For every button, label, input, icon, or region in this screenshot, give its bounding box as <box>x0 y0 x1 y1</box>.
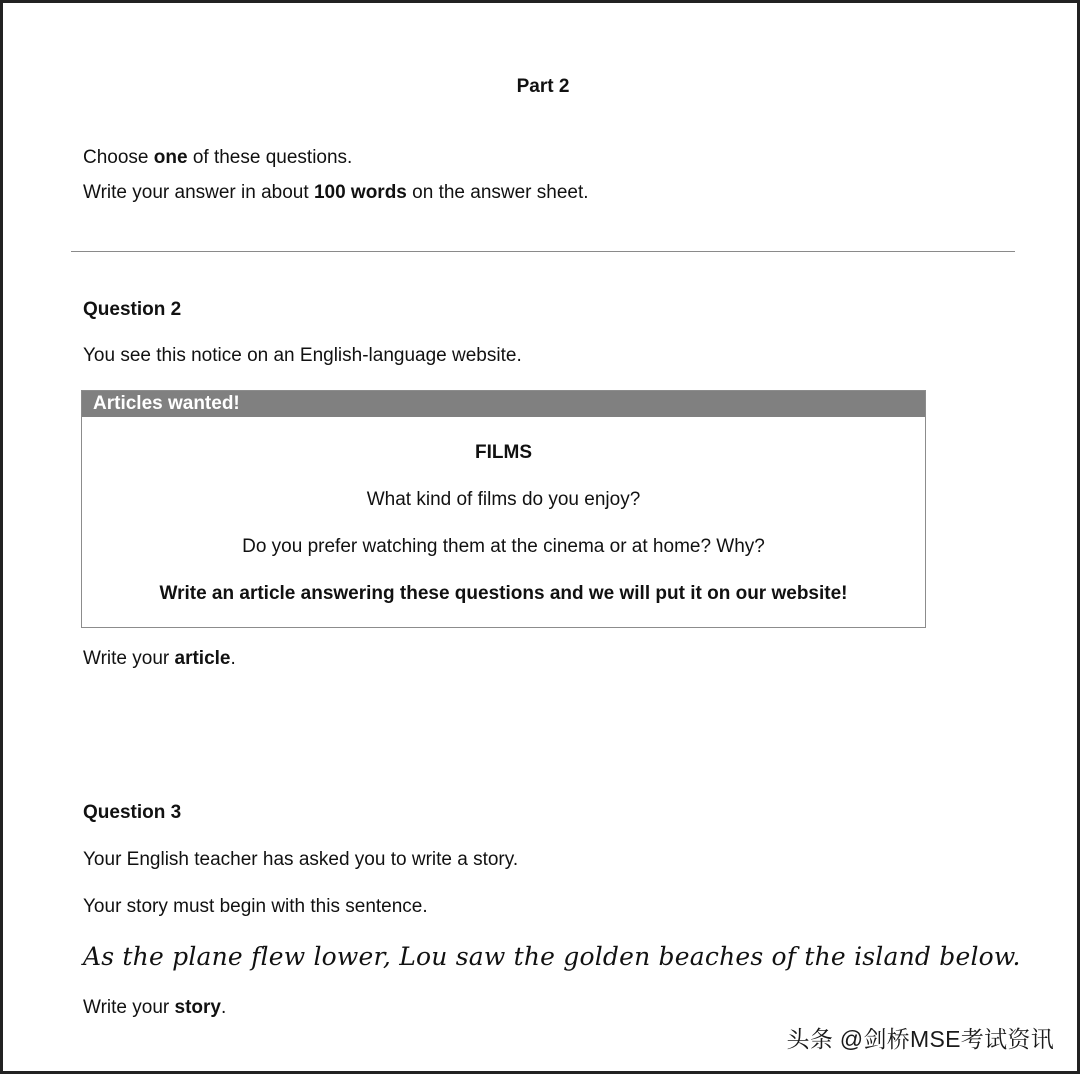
question-3-task-bold: story <box>174 997 221 1018</box>
question-3-line-1: Your English teacher has asked you to write a story. <box>83 849 519 870</box>
question-2-task-post: . <box>230 648 236 669</box>
story-opening-sentence: As the plane flew lower, Lou saw the golden beaches of the island below. <box>83 942 1021 971</box>
instruction-word-count-bold: 100 words <box>313 182 407 203</box>
question-3-line-2: Your story must begin with this sentence. <box>83 896 428 917</box>
question-3-heading: Question 3 <box>83 802 182 823</box>
question-2-intro: You see this notice on an English-language website. <box>83 345 522 366</box>
question-3-task <box>83 997 226 1019</box>
instruction-word-count-pre: Write your answer in about <box>83 182 314 203</box>
instruction-choose-pre: Choose <box>83 147 154 168</box>
section-divider <box>71 251 1015 252</box>
notice-question-2: Do you prefer watching them at the cinema or at home? Why? <box>242 536 765 557</box>
question-2-task-bold: article <box>174 648 231 669</box>
notice-title: FILMS <box>475 442 532 463</box>
instruction-word-count <box>83 182 589 204</box>
instruction-choose-bold: one <box>153 147 188 168</box>
question-2-task-pre: Write your <box>83 648 175 669</box>
part-title: Part 2 <box>516 76 570 97</box>
question-2-heading: Question 2 <box>83 299 182 320</box>
instruction-word-count-post: on the answer sheet. <box>406 182 589 203</box>
instruction-choose-post: of these questions. <box>187 147 353 168</box>
notice-header: Articles wanted! <box>82 391 925 417</box>
notice-call-to-action: Write an article answering these questions and we will put it on our website! <box>159 583 848 604</box>
notice-box <box>81 390 926 628</box>
question-3-task-post: . <box>220 997 227 1018</box>
notice-question-1: What kind of films do you enjoy? <box>366 489 641 510</box>
instruction-choose <box>83 147 352 169</box>
question-3-task-pre: Write your <box>83 997 175 1018</box>
question-2-task <box>83 648 236 670</box>
watermark: 头条 @剑桥MSE考试资讯 <box>786 1026 1054 1052</box>
